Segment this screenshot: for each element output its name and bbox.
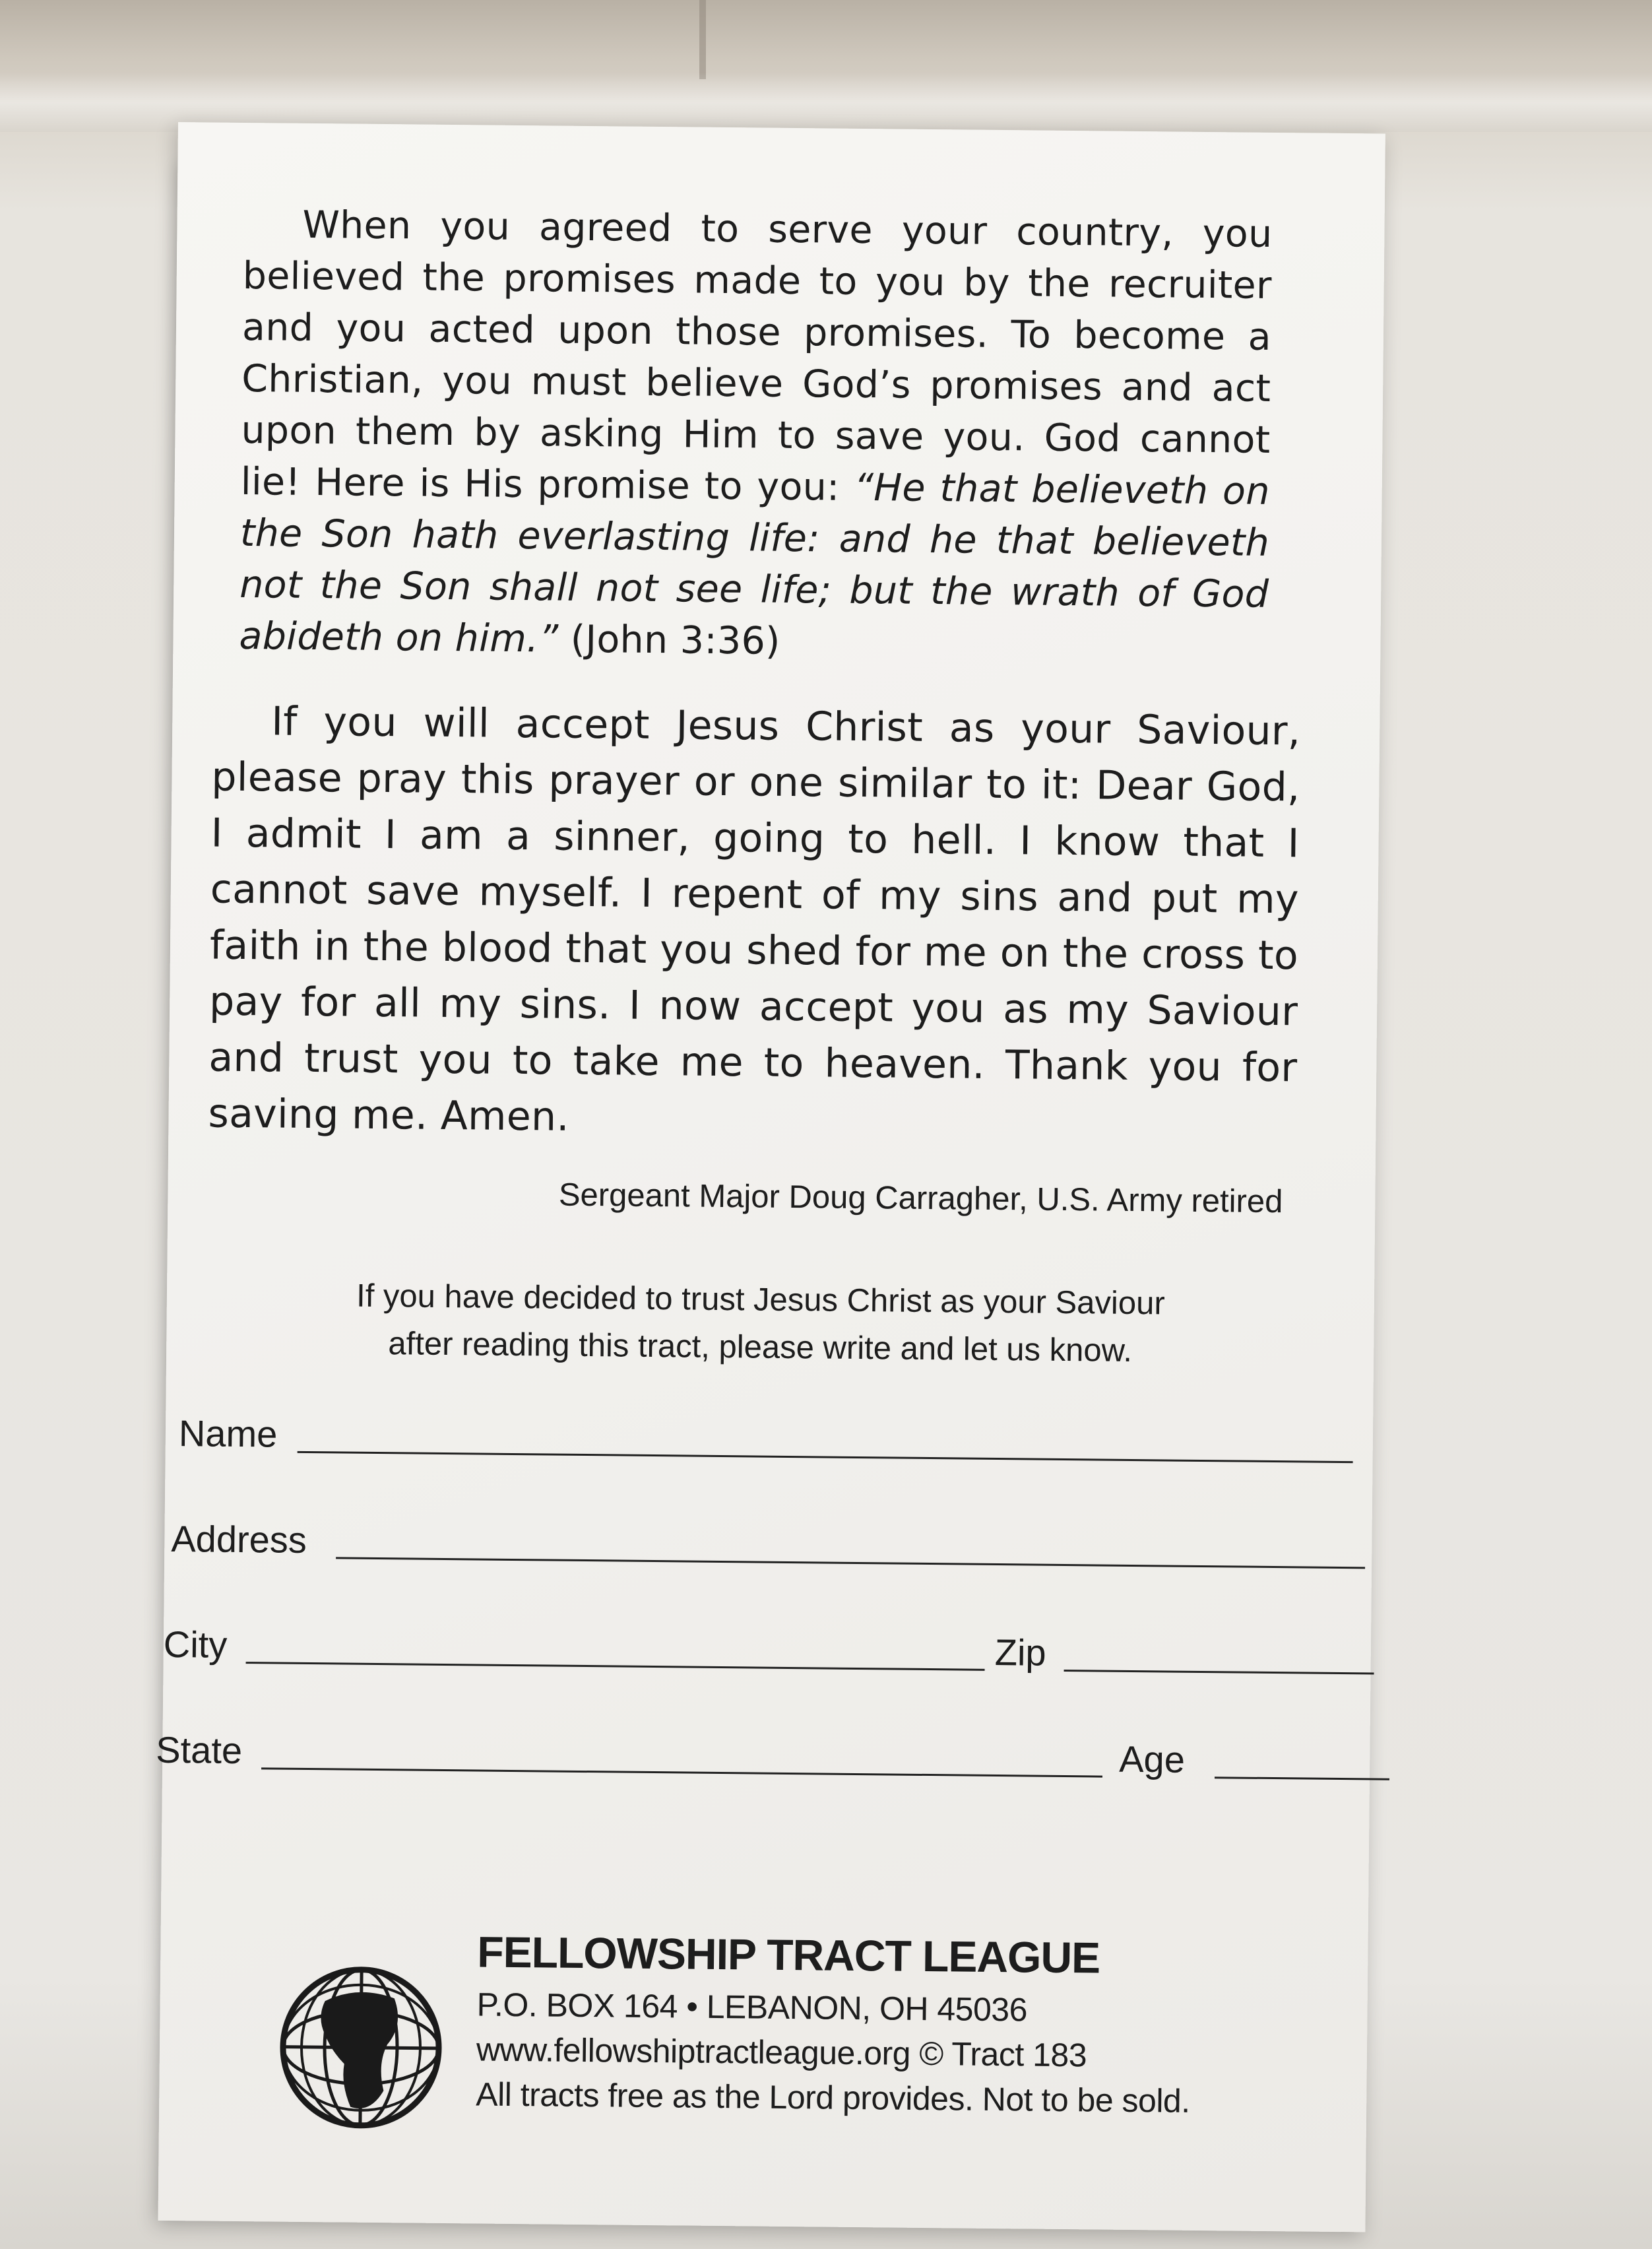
city-zip-row (163, 1617, 1338, 1681)
zip-label: Zip (994, 1631, 1046, 1674)
publisher-address: P.O. BOX 164 • LEBANON, OH 45036 (476, 1986, 1028, 2029)
globe-logo-icon (278, 1965, 444, 2131)
age-label: Age (1118, 1738, 1186, 1780)
invitation-text (265, 1271, 1255, 1375)
zip-field-line[interactable] (1064, 1670, 1374, 1675)
state-field-line[interactable] (261, 1767, 1102, 1777)
state-label: State (156, 1728, 243, 1772)
scripture-reference: (John 3:36) (558, 617, 780, 663)
address-label: Address (171, 1517, 307, 1561)
invitation-line-1: If you have decided to trust Jesus Christ as your Saviour (356, 1278, 1165, 1322)
publisher-notice: All tracts free as the Lord provides. Not to be sold. (476, 2075, 1190, 2120)
publisher-name: FELLOWSHIP TRACT LEAGUE (477, 1927, 1100, 1982)
paragraph-1-text: When you agreed to serve your country, you believed the promises made to you by the recruiter and you acted upon those promises. To become a Christian, you must believe God’s promises and act upon them by asking Him to save you. God cannot lie! Here is His promise to you: (240, 203, 1273, 509)
address-field-line[interactable] (336, 1557, 1365, 1569)
paragraph-2-text: If you will accept Jesus Christ as your Saviour, please pray this prayer or one similar to it: Dear God, I admit I am a sinner, going to hell. I know that I cannot save myself. I repent of my sins and put my faith in the blood that you shed for me on the cross to pay for all my sins. I now accept you as my Saviour and trust you to take me to heaven. Thank you for saving me. Amen. (208, 698, 1301, 1140)
paragraph-prayer (208, 694, 1300, 1153)
city-field-line[interactable] (246, 1662, 985, 1671)
age-field-line[interactable] (1215, 1776, 1389, 1780)
address-row (164, 1511, 1339, 1575)
publisher-website: www.fellowshiptractleague.org © Tract 183 (476, 2031, 1087, 2074)
name-field-line[interactable] (298, 1451, 1353, 1463)
city-label: City (163, 1623, 228, 1666)
invitation-line-2: after reading this tract, please write and let us know. (388, 1326, 1133, 1369)
scripture-quote: “He that believeth on the Son hath everlasting life: and he that believeth not the Son shall not see life; but the wrath of God abideth on him.” (239, 465, 1271, 661)
tile-joint (699, 0, 706, 79)
publisher-block (476, 1926, 1335, 2124)
tract-page (158, 122, 1385, 2232)
paragraph-recruiter-promise (239, 199, 1273, 672)
name-row (166, 1406, 1341, 1470)
state-age-row (156, 1722, 1337, 1786)
author-signature: Sergeant Major Doug Carragher, U.S. Army retired (558, 1177, 1283, 1220)
name-label: Name (178, 1412, 278, 1455)
